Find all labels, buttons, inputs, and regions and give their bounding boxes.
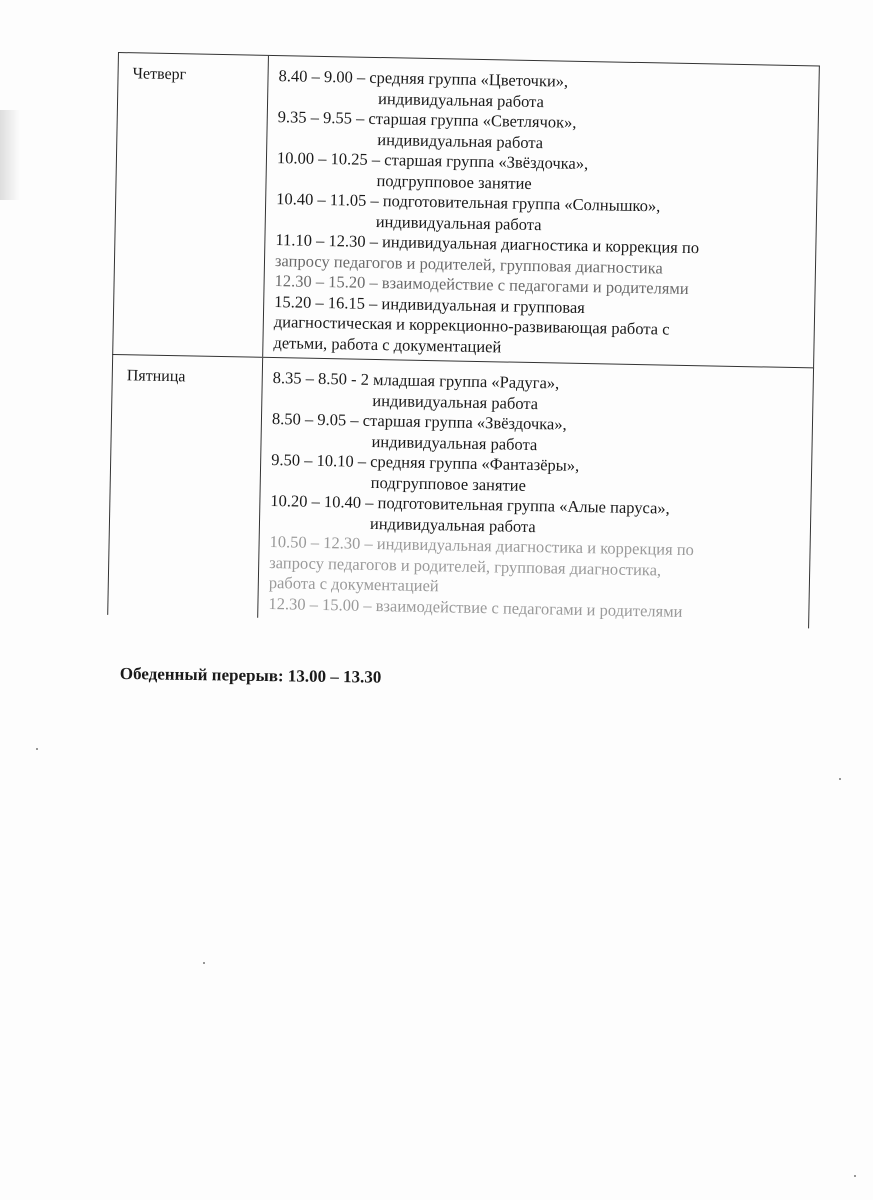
activity-line: 9.50 – 10.10 – средняя группа «Фантазёры», bbox=[271, 450, 580, 475]
activity-line: 9.35 – 9.55 – старшая группа «Светлячок», bbox=[277, 107, 577, 132]
scan-speck bbox=[203, 962, 205, 964]
activity-line: 8.40 – 9.00 – средняя группа «Цветочки», bbox=[278, 66, 569, 91]
activity-line: запросу педагогов и родителей, групповая диагностика bbox=[274, 250, 663, 277]
activity-line: 15.20 – 16.15 – индивидуальная и групповая bbox=[274, 291, 586, 317]
activity-line: 10.40 – 11.05 – подготовительная группа «Солнышко», bbox=[276, 189, 661, 216]
schedule-row-friday bbox=[107, 354, 814, 628]
scan-speck bbox=[854, 1175, 856, 1177]
activity-line: индивидуальная работа bbox=[377, 129, 544, 152]
activity-line: индивидуальная работа bbox=[375, 211, 542, 234]
lunch-break-note: Обеденный перерыв: 13.00 – 13.30 bbox=[119, 664, 382, 687]
activity-line: 12.30 – 15.00 – взаимодействие с педагогами и родителями bbox=[268, 593, 683, 621]
day-cell: Четверг bbox=[113, 53, 269, 357]
activity-line: 8.50 – 9.05 – старшая группа «Звёздочка», bbox=[271, 409, 567, 434]
activity-line: индивидуальная работа bbox=[369, 513, 536, 536]
activity-line: 12.30 – 15.20 – взаимодействие с педагогами и родителями bbox=[274, 271, 689, 298]
activity-line: 8.35 – 8.50 - 2 младшая группа «Радуга», bbox=[272, 368, 560, 393]
activity-line: индивидуальная работа bbox=[377, 88, 545, 111]
activity-line: 10.00 – 10.25 – старшая группа «Звёздочка», bbox=[276, 148, 589, 174]
activity-line: подгрупповое занятие bbox=[376, 170, 532, 193]
activity-line: работа с документацией bbox=[268, 572, 439, 596]
activity-line: 11.10 – 12.30 – индивидуальная диагностика и коррекция по bbox=[275, 230, 700, 258]
day-cell: Пятница bbox=[108, 355, 263, 618]
activity-line: детьми, работа с документацией bbox=[273, 332, 502, 356]
scan-speck bbox=[839, 778, 841, 780]
activity-line: индивидуальная работа bbox=[371, 431, 538, 454]
activity-line: индивидуальная работа bbox=[372, 390, 539, 413]
activities-cell bbox=[263, 56, 819, 368]
activity-line: 10.20 – 10.40 – подготовительная группа «Алые паруса», bbox=[270, 491, 670, 518]
activity-line: 10.50 – 12.30 – индивидуальная диагностика и коррекция по bbox=[269, 532, 695, 560]
scan-speck bbox=[36, 748, 38, 750]
activities-cell bbox=[258, 358, 813, 629]
activity-line: запросу педагогов и родителей, групповая диагностика, bbox=[269, 552, 662, 580]
activity-line: подгрупповое занятие bbox=[370, 472, 527, 495]
activity-line: диагностическая и коррекционно-развивающая работа с bbox=[273, 312, 670, 339]
schedule-row-thursday bbox=[112, 52, 820, 367]
schedule-table bbox=[107, 52, 820, 628]
scan-edge-shadow bbox=[0, 110, 20, 200]
